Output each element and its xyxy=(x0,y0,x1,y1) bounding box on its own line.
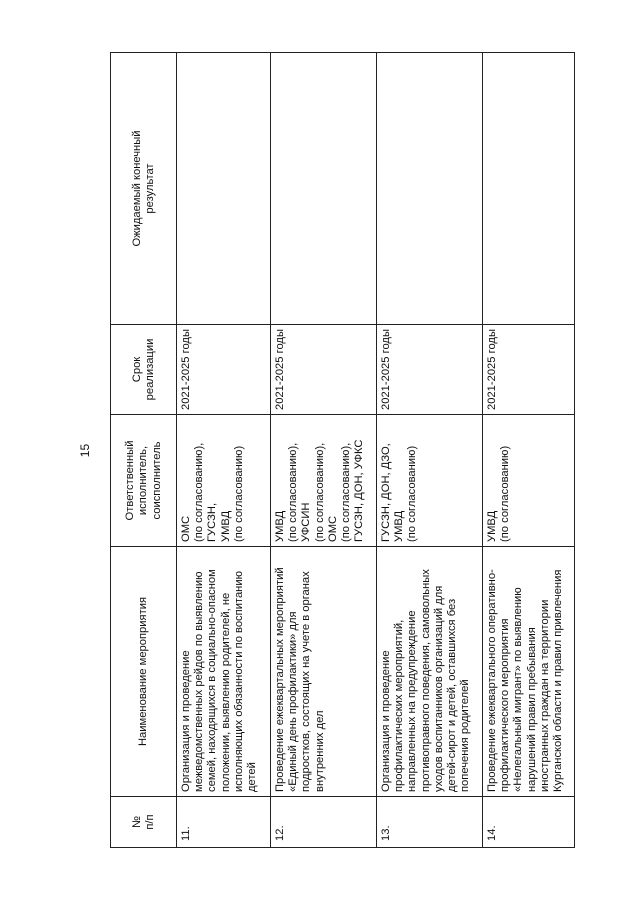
header-num: № п/п xyxy=(111,797,177,848)
row-result xyxy=(483,53,575,325)
row-term: 2021-2025 годы xyxy=(377,325,483,415)
row-responsible: ОМС (по согласованию), ГУСЗН, УМВД (по согласованию) xyxy=(177,415,271,547)
table-row xyxy=(483,53,575,848)
header-term: Срок реализации xyxy=(111,325,177,415)
table-row xyxy=(377,53,483,848)
row-term: 2021-2025 годы xyxy=(271,325,377,415)
header-result: Ожидаемый конечный результат xyxy=(111,53,177,325)
measures-table xyxy=(110,52,575,848)
table-header-row xyxy=(111,53,177,848)
header-name: Наименование мероприятия xyxy=(111,547,177,797)
row-num: 12. xyxy=(271,797,377,848)
row-result xyxy=(177,53,271,325)
row-name: Проведение ежеквартальных мероприятий «Единый день профилактики» для подростков, состоящих на учете в органах внутренних дел xyxy=(271,547,377,797)
row-term: 2021-2025 годы xyxy=(177,325,271,415)
header-responsible: Ответственный исполнитель, соисполнитель xyxy=(111,415,177,547)
row-result xyxy=(271,53,377,325)
row-name: Организация и проведение межведомственных рейдов по выявлению семей, находящихся в социально-опасном положении, выявлению родителей, не исполняющих обязанности по воспитанию детей xyxy=(177,547,271,797)
row-name: Организация и проведение профилактических мероприятий, направленных на предупреждение противоправного поведения, самовольных уходов воспитанников организаций для детей-сирот и детей, оставшихся без попечения родителей xyxy=(377,547,483,797)
row-name: Проведение ежеквартального оперативно- профилактического мероприятия «Нелегальный мигрант» по выявлению нарушений правил пребывания иностранных граждан на территории Курганской области и правил привлечения xyxy=(483,547,575,797)
row-responsible: УМВД (по согласованию) xyxy=(483,415,575,547)
page-number: 15 xyxy=(78,443,92,458)
row-result xyxy=(377,53,483,325)
row-num: 14. xyxy=(483,797,575,848)
row-num: 11. xyxy=(177,797,271,848)
row-responsible: ГУСЗН, ДОН, ДЗО, УМВД (по согласованию) xyxy=(377,415,483,547)
row-num: 13. xyxy=(377,797,483,848)
row-term: 2021-2025 годы xyxy=(483,325,575,415)
table-row xyxy=(177,53,271,848)
table-row xyxy=(271,53,377,848)
row-responsible: УМВД (по согласованию), УФСИН (по согласованию), ОМС (по согласованию), ГУСЗН, ДОН, УФКС xyxy=(271,415,377,547)
rotated-page xyxy=(78,53,640,848)
